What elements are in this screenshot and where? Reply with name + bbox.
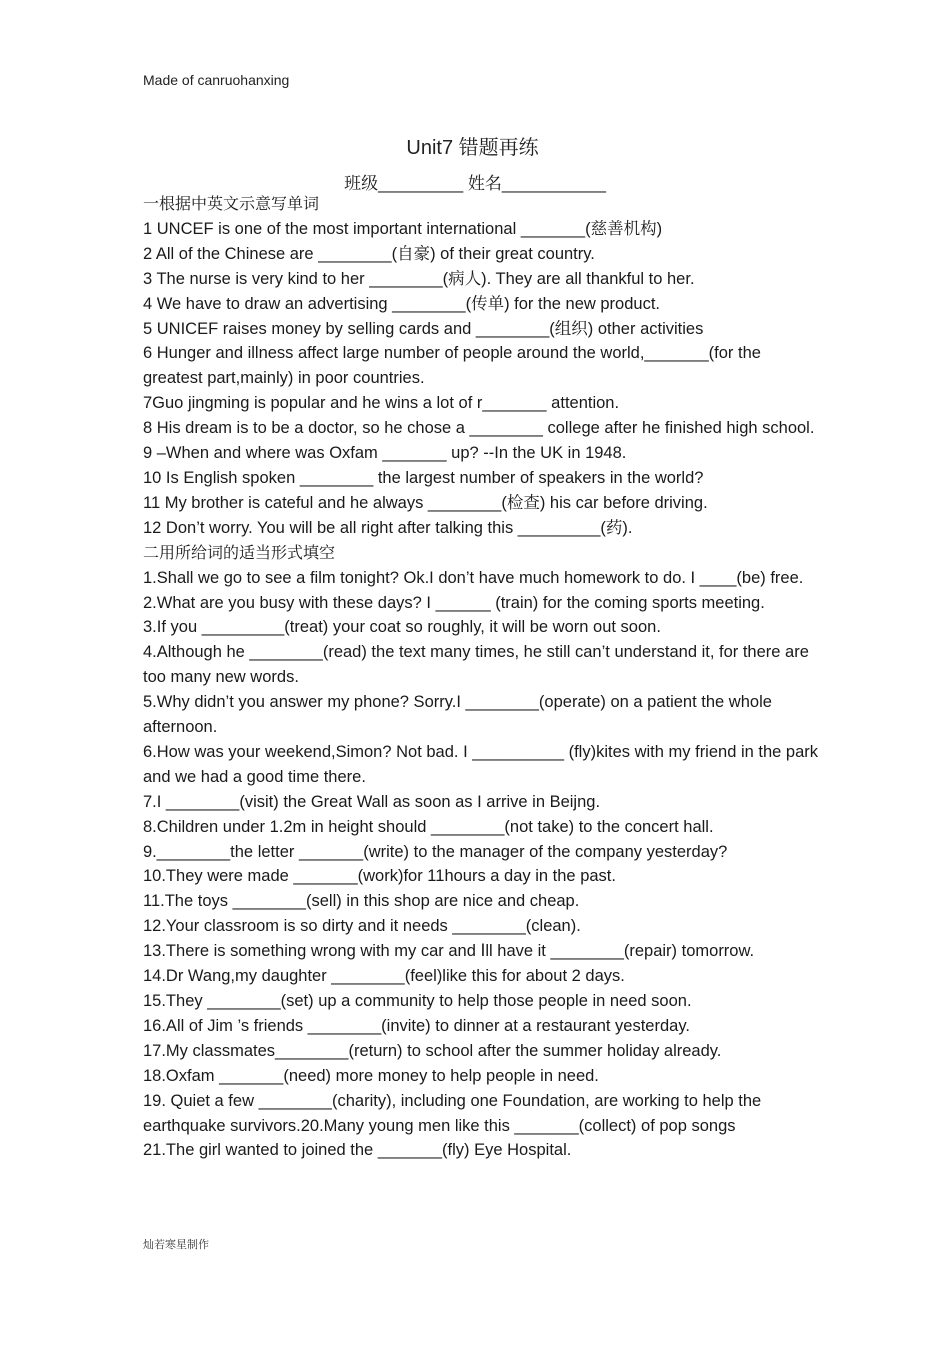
worksheet-content (143, 192, 819, 1163)
page-footer: 灿若寒星制作 (143, 1238, 209, 1251)
question-item: 19. Quiet a few ________(charity), including one Foundation, are working to help the earthquake survivors.20.Many young men like this _______(collect) of pop songs (143, 1091, 762, 1135)
question-item: 3 The nurse is very kind to her ________(病人). They are all thankful to her. (143, 269, 695, 288)
question-item: 16.All of Jim ’s friends ________(invite) to dinner at a restaurant yesterday. (143, 1016, 690, 1035)
question-item: 1 UNCEF is one of the most important international _______(慈善机构) (143, 219, 663, 238)
question-item: 1.Shall we go to see a film tonight? Ok.I don’t have much homework to do. I ____(be) free. (143, 568, 804, 587)
page-title: Unit7 错题再练 (406, 137, 539, 159)
question-item: 7.I ________(visit) the Great Wall as soon as I arrive in Beijng. (143, 792, 601, 811)
question-item: 18.Oxfam _______(need) more money to help people in need. (143, 1066, 599, 1085)
question-item: 8.Children under 1.2m in height should ________(not take) to the concert hall. (143, 817, 714, 836)
question-item: 7Guo jingming is popular and he wins a lot of r_______ attention. (143, 394, 620, 413)
question-item: 3.If you _________(treat) your coat so roughly, it will be worn out soon. (143, 618, 661, 637)
question-item: 21.The girl wanted to joined the _______(fly) Eye Hospital. (143, 1141, 572, 1160)
question-item: 12.Your classroom is so dirty and it needs ________(clean). (143, 917, 581, 936)
page-header: Made of canruohanxing (143, 72, 290, 88)
question-item: 5 UNICEF raises money by selling cards and ________(组织) other activities (143, 319, 704, 338)
question-item: 10.They were made _______(work)for 11hours a day in the past. (143, 867, 616, 886)
question-item: 6.How was your weekend,Simon? Not bad. I __________ (fly)kites with my friend in the park and we had a good time there. (143, 742, 819, 786)
question-item: 14.Dr Wang,my daughter ________(feel)like this for about 2 days. (143, 967, 625, 986)
question-item: 11 My brother is cateful and he always ________(检查) his car before driving. (143, 493, 708, 512)
question-item: 6 Hunger and illness affect large number of people around the world,_______(for the greatest part,mainly) in poor countries. (143, 344, 761, 388)
section-2-heading: 二用所给词的适当形式填空 (143, 542, 336, 562)
question-item: 9 –When and where was Oxfam _______ up? --In the UK in 1948. (143, 444, 627, 463)
question-item: 5.Why didn’t you answer my phone? Sorry.I ________(operate) on a patient the whole afternoon. (143, 693, 772, 737)
class-name-line: 班级_________ 姓名___________ (344, 174, 606, 193)
question-item: 13.There is something wrong with my car and Ⅰll have it ________(repair) tomorrow. (143, 942, 755, 961)
question-item: 10 Is English spoken ________ the largest number of speakers in the world? (143, 468, 704, 487)
question-item: 17.My classmates________(return) to school after the summer holiday already. (143, 1041, 722, 1060)
question-item: 2 All of the Chinese are ________(自豪) of their great country. (143, 244, 595, 263)
question-item: 2.What are you busy with these days? I ______ (train) for the coming sports meeting. (143, 593, 765, 612)
question-item: 11.The toys ________(sell) in this shop are nice and cheap. (143, 892, 580, 911)
question-item: 12 Don’t worry. You will be all right after talking this _________(药). (143, 518, 633, 537)
section-1-heading: 一根据中英文示意写单词 (143, 194, 320, 213)
question-item: 15.They ________(set) up a community to help those people in need soon. (143, 992, 692, 1010)
question-item: 4 We have to draw an advertising ________(传单) for the new product. (143, 294, 660, 313)
question-item: 4.Although he ________(read) the text many times, he still can’t understand it, for there are too many new words. (143, 643, 809, 687)
question-item: 8 His dream is to be a doctor, so he chose a ________ college after he finished high school. (143, 419, 815, 438)
question-item: 9.________the letter _______(write) to the manager of the company yesterday? (143, 842, 728, 861)
